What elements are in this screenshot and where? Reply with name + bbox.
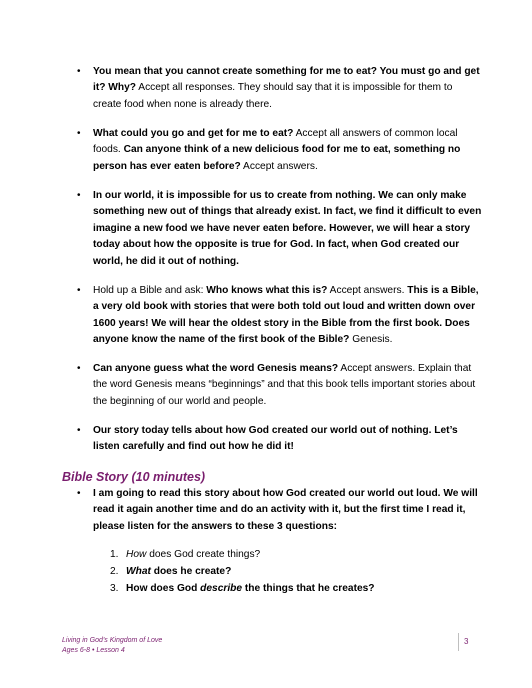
bullet-marker: • [77,66,81,77]
question-text: How [126,549,147,560]
question-2 [110,564,231,581]
bold-text: Can anyone think of a new delicious food for me to eat, something no person has ever eaten before? [93,144,461,172]
question-text: What [126,566,151,577]
body-text: Accept answers. [240,160,318,172]
body-text: Accept answers. Explain that the word Genesis means “beginnings” and that this book tells important stories about the beginning of our world and people. [93,363,476,407]
bullet-item-6 [93,423,483,456]
footer-divider [458,633,459,651]
question-number: 2. [110,566,119,577]
question-text: the things that he creates? [242,583,375,594]
footer-title: Living in God’s Kingdom of Love [62,637,163,644]
bold-text: Can anyone guess what the word Genesis means? [93,363,339,374]
bullet-marker: • [77,285,81,296]
bullet-item-3 [93,188,483,270]
bullet-item-2 [93,126,483,175]
story-bullet: I am going to read this story about how God created our world out loud. We will read it again another time and do an activity with it, but the first time I read it, please listen for the answers to these 3 questions: [93,488,478,532]
body-text: Genesis. [349,334,393,346]
bullet-marker: • [77,488,81,499]
question-number: 1. [110,549,119,560]
footer-title-block [62,636,162,656]
bullet-marker: • [77,128,81,139]
bold-text: You mean that you cannot create something for me to eat? You must go and get it? Why? [93,66,480,94]
section-heading: Bible Story (10 minutes) [62,470,206,484]
bullet-item-1 [93,64,483,113]
body-text: Accept answers. [327,285,408,296]
bold-text: Who knows what this is? [206,285,328,296]
body-text: Accept all responses. They should say that it is impossible for them to create food when none is already there. [93,82,453,110]
footer-subtitle: Ages 6-8 • Lesson 4 [62,647,125,654]
bold-text: This is a Bible, a very old book with stories that were both told out loud and written down over 1600 years! We will hear the oldest story in the Bible from the first book. Does anyone know the name of the first book of the Bible? [93,285,479,346]
page-number: 3 [464,637,469,646]
question-text: How does God [126,583,201,594]
body-text: Hold up a Bible and ask: [93,285,207,296]
question-text: describe [200,583,243,594]
bold-text: In our world, it is impossible for us to create from nothing. We can only make something new out of things that already exist. In fact, we find it difficult to even imagine a new food we have never eaten before. However, we will hear a story today about how the opposite is true for God. In fact, when God created our world, he did it out of nothing. [93,190,482,267]
question-text: does God create things? [146,549,261,560]
question-3 [110,581,375,598]
bullet-item-4 [93,283,483,349]
bold-text: Our story today tells about how God created our world out of nothing. Let’s listen carefully and find out how he did it! [93,425,458,453]
bullet-marker: • [77,190,81,201]
question-number: 3. [110,583,119,594]
question-text: does he create? [150,566,232,577]
bullet-item-5 [93,361,483,410]
bullet-marker: • [77,363,81,374]
question-1 [110,547,260,564]
body-text: Accept all answers of common local foods. [93,128,458,156]
bullet-marker: • [77,425,81,436]
bold-text: What could you go and get for me to eat? [93,128,294,139]
